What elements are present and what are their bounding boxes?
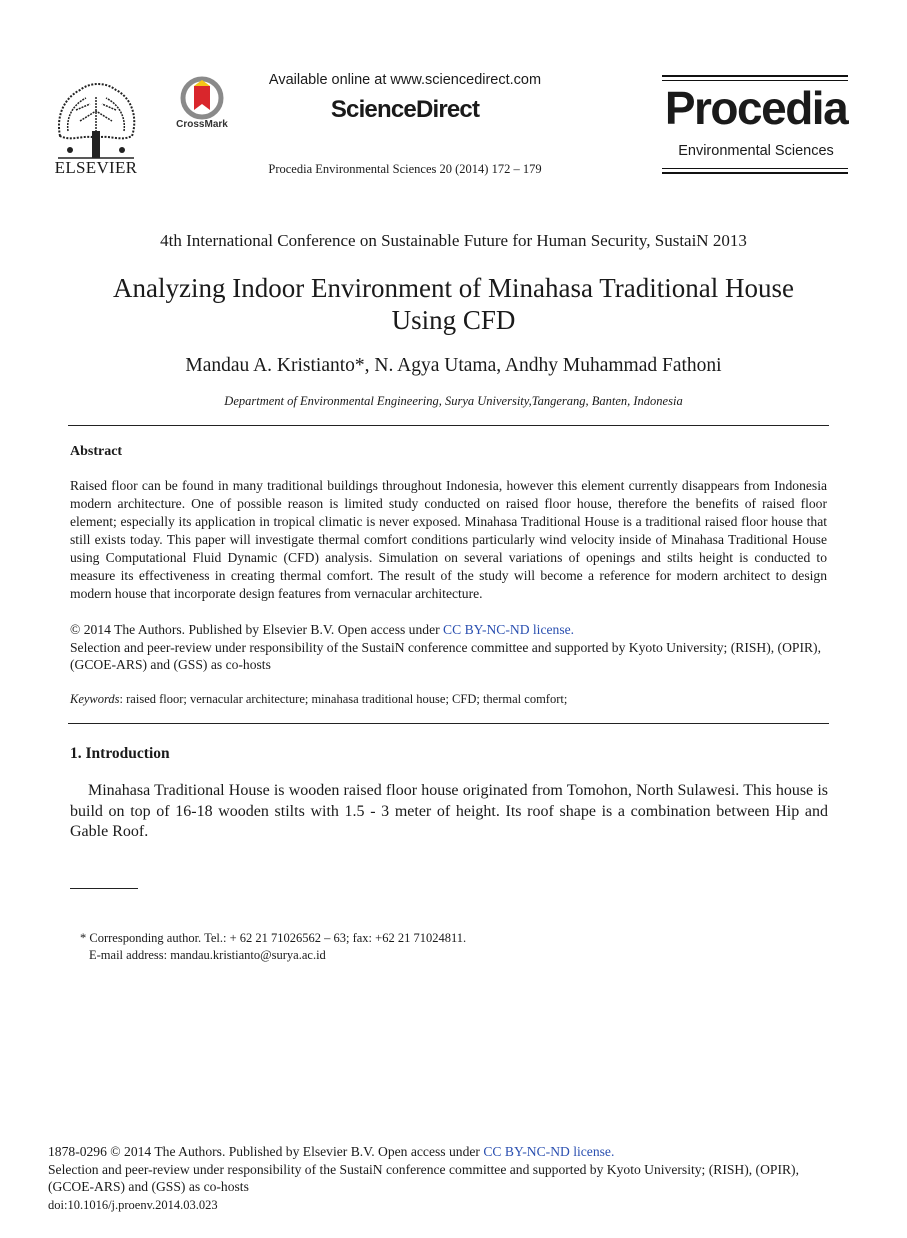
license-link[interactable]: CC BY-NC-ND license. (443, 622, 575, 637)
bottom-license-link[interactable]: CC BY-NC-ND license. (483, 1144, 615, 1159)
issn-copyright: 1878-0296 © 2014 The Authors. Published by Elsevier B.V. Open access under (48, 1144, 484, 1159)
crossmark-label: CrossMark (176, 119, 228, 130)
paper-title (60, 272, 847, 336)
keywords-list: : raised floor; vernacular architecture; minahasa traditional house; CFD; thermal comfort; (119, 692, 568, 706)
divider-bottom (68, 723, 829, 724)
introduction-body: Minahasa Traditional House is wooden raised floor house originated from Tomohon, North Sulawesi. This house is build on top of 16-18 wooden stilts with 1.5 - 3 meter of height. Its roof shape is a combination between Hip and Gable Roof. (70, 782, 828, 840)
keywords (70, 692, 827, 707)
paper-title-line-2: Using CFD (391, 305, 516, 335)
procedia-bottom-rule (662, 172, 848, 174)
author-list: Mandau A. Kristianto*, N. Agya Utama, Andhy Muhammad Fathoni (185, 355, 722, 376)
procedia-subtitle: Environmental Sciences (678, 143, 834, 159)
available-online-text: Available online at www.sciencedirect.com (268, 72, 542, 88)
publisher-name: ELSEVIER (54, 158, 138, 177)
bottom-copyright (48, 1143, 848, 1214)
divider-top (68, 425, 829, 426)
procedia-top-rule (662, 75, 848, 77)
footnote (80, 930, 780, 963)
journal-reference: Procedia Environmental Sciences 20 (2014) 172 – 179 (268, 162, 542, 176)
abstract-body: Raised floor can be found in many traditional buildings throughout Indonesia, however this element currently disappears from Indonesia modern architecture. One of possible reason is limited study conducted on raised floor house, therefore the benefits of raised floor element; especially its application in tropical climatic is never exposed. Minahasa Traditional House is a traditional raised floor house that still exists today. This paper will investigate thermal comfort conditions particularly wind velocity inside of Minahasa Traditional House using Computational Fluid Dynamic (CFD) analysis. Simulation on several variations of openings and stilts height is conducted to measure its effectiveness in creating thermal comfort. The result of the study will become a reference for modern architect to design modern house that incorporate design features from vernacular architecture. (70, 478, 827, 601)
footnote-corresponding-author: * Corresponding author. Tel.: + 62 21 71026562 – 63; fax: +62 21 71024811. (80, 931, 467, 945)
footnote-email: E-mail address: mandau.kristianto@surya.ac.id (89, 947, 326, 962)
sciencedirect-logo[interactable]: ScienceDirect (330, 96, 480, 123)
procedia-top-rule-thin (662, 80, 848, 81)
keywords-label: Keywords (70, 692, 120, 706)
bottom-peer-review: Selection and peer-review under responsibility of the SustaiN conference committee and supported by Kyoto University; (RISH), (OPIR), (GCOE-ARS) and (GSS) as co-hosts (48, 1161, 799, 1194)
paper-title-line-1: Analyzing Indoor Environment of Minahasa Traditional House (113, 273, 794, 303)
section-heading-introduction: 1. Introduction (70, 745, 170, 762)
copyright-prefix: © 2014 The Authors. Published by Elsevier B.V. Open access under (70, 622, 444, 637)
procedia-bottom-rule-thin (662, 168, 848, 169)
footnote-rule (70, 888, 138, 889)
copyright-notice (70, 621, 830, 674)
peer-review-statement: Selection and peer-review under responsibility of the SustaiN conference committee and supported by Kyoto University; (RISH), (OPIR), (GCOE-ARS) and (GSS) as co-hosts (70, 639, 821, 672)
procedia-logo: Procedia (664, 82, 848, 134)
doi[interactable]: doi:10.1016/j.proenv.2014.03.023 (48, 1197, 218, 1212)
conference-name: 4th International Conference on Sustainable Future for Human Security, SustaiN 2013 (160, 231, 747, 250)
affiliation: Department of Environmental Engineering, Surya University,Tangerang, Banten, Indonesia (224, 394, 683, 408)
abstract-heading: Abstract (70, 444, 123, 459)
